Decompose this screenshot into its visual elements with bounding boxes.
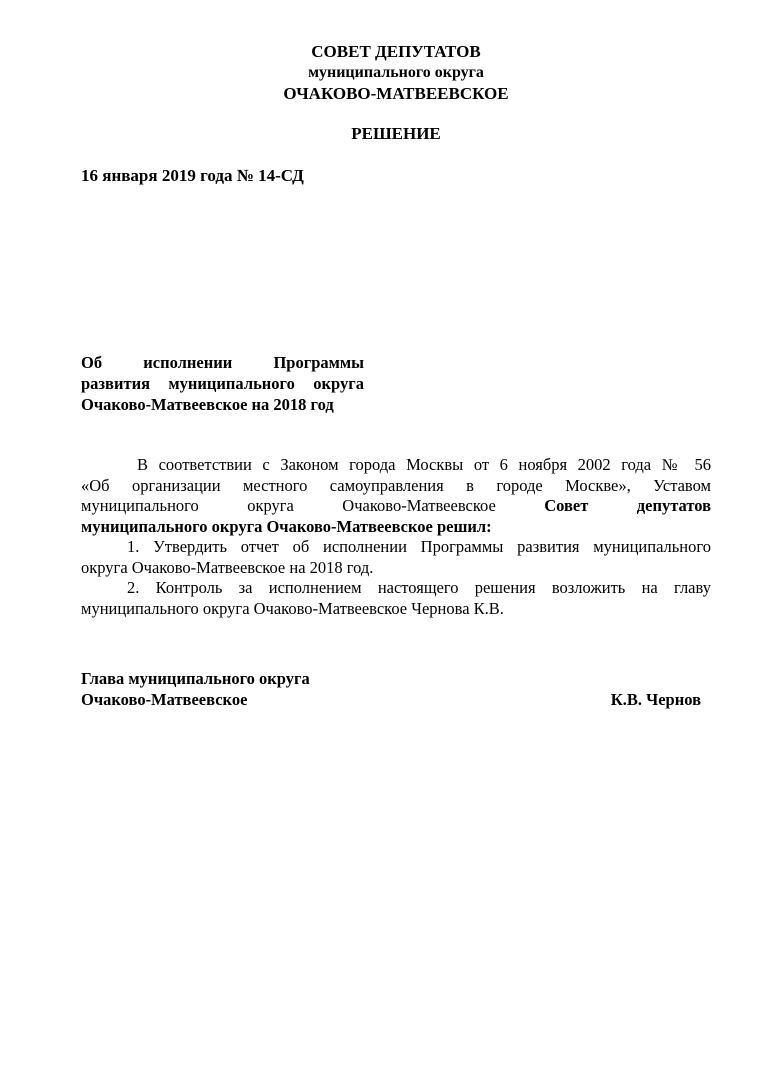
date-number: 16 января 2019 года № 14-СД [81,166,304,185]
decision-body [81,455,711,619]
signatory-title-line-2: Очаково-Матвеевское [81,690,248,709]
preamble-line-2: «Об организации местного самоуправления в городе Москве», Уставом [81,475,711,495]
preamble-line-3 [81,496,711,517]
preamble-line-1: В соответствии с Законом города Москвы от 6 ноября 2002 года № 56 [137,455,711,474]
item-2-line-1: 2. Контроль за исполнением настоящего решения возложить на главу [127,578,711,597]
district-label: муниципального округа [308,64,484,81]
subject-line-3: Очаково-Матвеевское на 2018 год [81,395,334,414]
document-type: РЕШЕНИЕ [351,124,441,143]
signatory-title-line-1: Глава муниципального округа [81,669,310,688]
council-phrase: Совет депутатов [544,496,711,515]
district-name: ОЧАКОВО-МАТВЕЕВСКОЕ [283,84,509,103]
decision-subject [81,352,364,415]
preamble-line-4: муниципального округа Очаково-Матвеевское решил: [81,516,492,536]
item-1-line-1: 1. Утвердить отчет об исполнении Программы развития муниципального [127,537,711,556]
preamble-line-3-regular: муниципального округа Очаково-Матвеевское [81,496,545,515]
signatory-title [81,668,310,710]
subject-line-2: развития муниципального округа [81,374,364,393]
item-2-line-2: муниципального округа Очаково-Матвеевское Чернова К.В. [81,598,504,618]
item-1-line-2: округа Очаково-Матвеевское на 2018 год. [81,557,374,577]
subject-line-1: Об исполнении Программы [81,353,364,372]
signatory-name: К.В. Чернов [610,690,701,709]
council-title: СОВЕТ ДЕПУТАТОВ [311,42,481,61]
